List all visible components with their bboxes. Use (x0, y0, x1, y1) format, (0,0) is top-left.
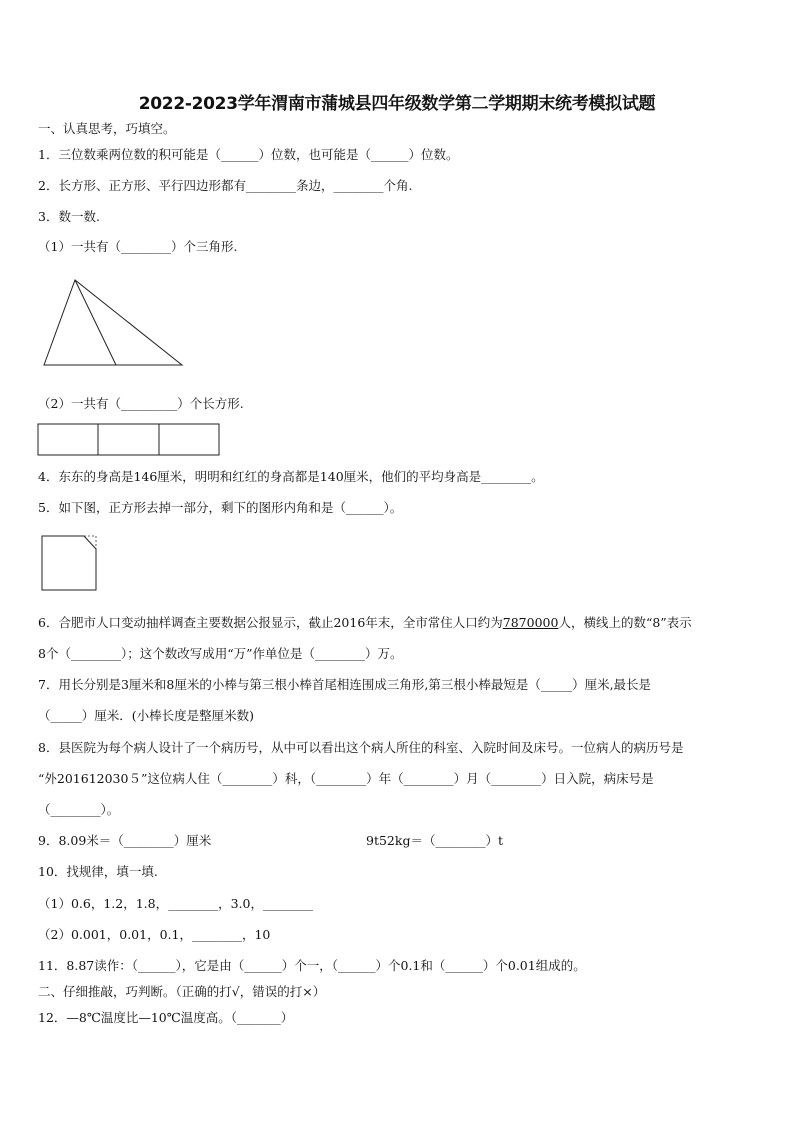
question-10: 10．找规律，填一填. (38, 864, 158, 879)
question-3: 3．数一数. (38, 209, 100, 224)
question-7: 7．用长分别是3厘米和8厘米的小棒与第三根小棒首尾相连围成三角形,第三根小棒最短是（_____）厘米,最长是 (38, 677, 652, 692)
triangle-figure (40, 278, 186, 368)
rectangles-figure (37, 423, 221, 457)
question-9a: 9．8.09米＝（________）厘米 (38, 833, 212, 848)
section-heading-2: 二、仔细推敲，巧判断。（正确的打√，错误的打×） (38, 984, 326, 999)
question-12: 12．—8℃温度比—10℃温度高。（_______） (38, 1010, 294, 1025)
question-5: 5．如下图，正方形去掉一部分，剩下的图形内角和是（______）。 (38, 500, 403, 515)
question-1: 1．三位数乘两位数的积可能是（______）位数，也可能是（______）位数。 (38, 147, 459, 162)
question-2: 2．长方形、正方形、平行四边形都有________条边，________个角. (38, 178, 413, 193)
question-8-line-3: （________）。 (38, 802, 120, 817)
section-heading-1: 一、认真思考，巧填空。 (38, 121, 176, 136)
question-3-part-1: （1）一共有（________）个三角形. (38, 239, 238, 254)
cut-square-figure (40, 534, 100, 594)
question-4: 4．东东的身高是146厘米，明明和红红的身高都是140厘米，他们的平均身高是________。 (38, 469, 544, 484)
question-3-part-2: （2）一共有（_________）个长方形. (38, 396, 244, 411)
question-9b: 9t52kg＝（________）t (366, 833, 503, 848)
question-10-part-2: （2）0.001，0.01，0.1，________，10 (38, 927, 271, 942)
question-10-part-1: （1）0.6，1.2，1.8，________，3.0，________ (38, 896, 313, 911)
question-8-line-2: “外201612030５”这位病人住（________）科，（________）年（________）月（________）日入院，病床号是 (38, 771, 654, 786)
question-7-line-2: （_____）厘米．(小棒长度是整厘米数) (38, 708, 255, 723)
question-8: 8．县医院为每个病人设计了一个病历号，从中可以看出这个病人所住的科室、入院时间及床号。一位病人的病历号是 (38, 740, 684, 755)
page-title: 2022-2023学年渭南市蒲城县四年级数学第二学期期末统考模拟试题 (138, 94, 656, 114)
question-6 (38, 614, 692, 632)
population-number: 7870000 (502, 615, 559, 630)
question-11: 11．8.87读作：（______），它是由（______）个一，（______）个0.1和（______）个0.01组成的。 (38, 958, 586, 973)
question-6-text-b: 人，横线上的数“8”表示 (558, 615, 692, 630)
question-6-text-a: 6．合肥市人口变动抽样调查主要数据公报显示，截止2016年末，全市常住人口约为 (38, 615, 503, 630)
question-6-line-2: 8个（________）；这个数改写成用“万”作单位是（________）万。 (38, 646, 403, 661)
